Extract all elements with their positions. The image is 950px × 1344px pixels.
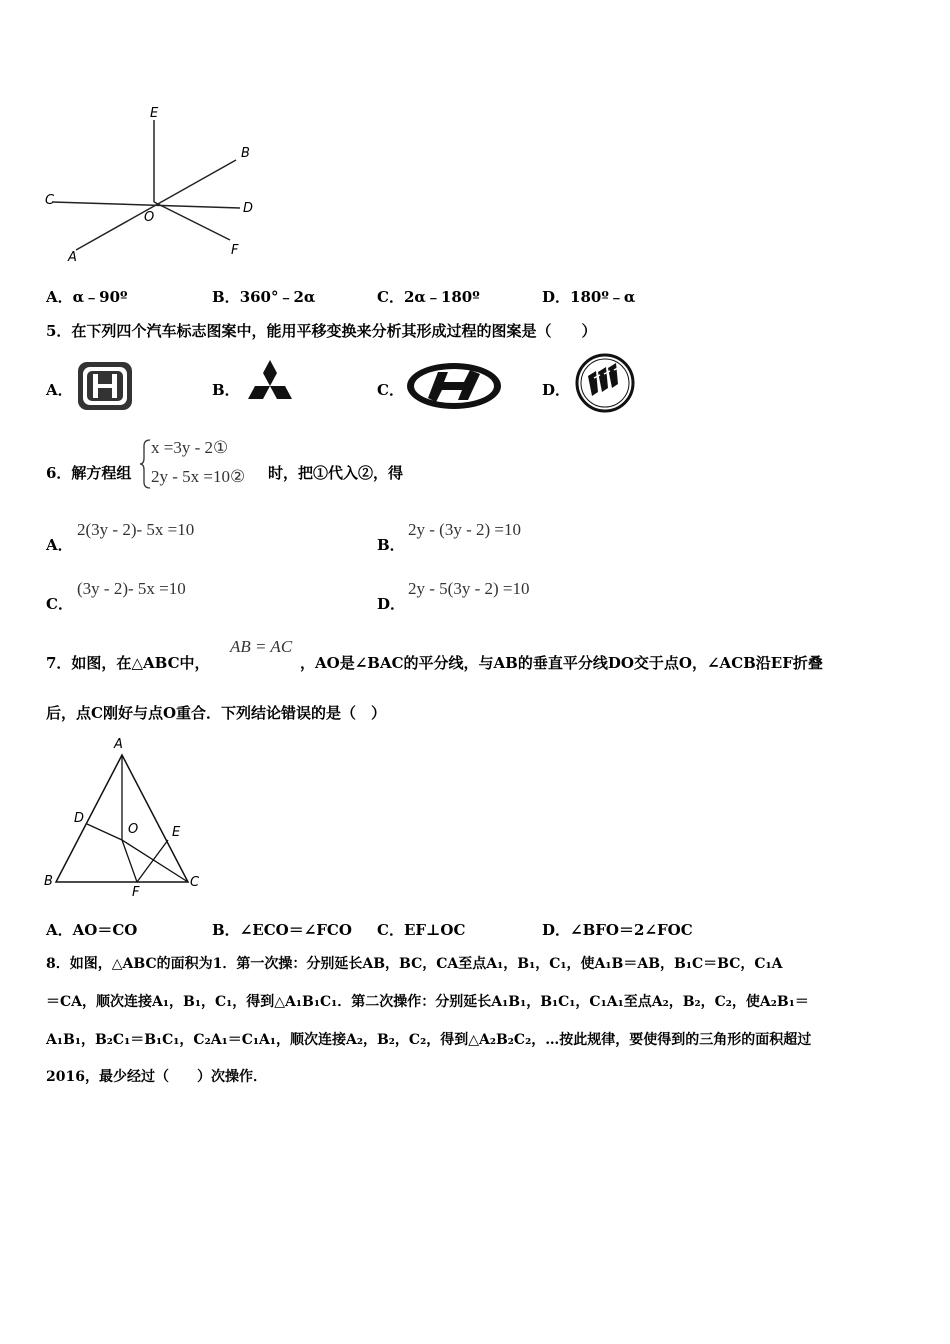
option-text: 2α﹣180º <box>403 288 480 306</box>
q6-option-c-expr[interactable]: (3y - 2)- 5x =10 <box>77 579 186 598</box>
line-cd <box>52 202 240 208</box>
q5-option-a-label[interactable]: A． <box>46 381 73 399</box>
label-d: D <box>74 811 85 826</box>
label-c: C <box>190 875 200 890</box>
q5-option-d-label[interactable]: D． <box>542 381 571 399</box>
option-letter: D． <box>542 921 571 939</box>
label-b: B <box>44 874 53 889</box>
q8-line-2: ＝CA，顺次连接A₁，B₁，C₁，得到△A₁B₁C₁．第二次操作：分别延长A₁B₁，B₁C₁，C₁A₁至点A₂，B₂，C₂，使A₂B₁＝ <box>46 994 809 1010</box>
q7-option-d[interactable] <box>542 919 693 940</box>
q6-equation-1: x =3y - 2① <box>151 438 229 457</box>
q5-option-c-label[interactable]: C． <box>377 381 404 399</box>
q4-angle-diagram <box>40 100 280 270</box>
q6-suffix: 时，把①代入②，得 <box>268 464 404 482</box>
q7-stem-part2: ，AO是∠BAC的平分线，与AB的垂直平分线DO交于点O，∠ACB沿EF折叠 <box>300 654 823 672</box>
q8-line-3: A₁B₁，B₂C₁＝B₁C₁，C₂A₁＝C₁A₁，顺次连接A₂，B₂，C₂，得到△A₂B₂C₂，…按此规律，要使得到的三角形的面积超过 <box>46 1032 812 1048</box>
q7-condition: AB = AC <box>230 637 293 656</box>
q6-equation-2: 2y - 5x =10② <box>151 467 246 486</box>
option-text: α﹣90º <box>72 288 128 306</box>
mitsubishi-logo-icon[interactable] <box>240 358 300 412</box>
q6-prefix: 6．解方程组 <box>46 464 132 482</box>
q8-line-4: 2016，最少经过（ ）次操作． <box>46 1069 267 1085</box>
label-b: B <box>241 146 250 161</box>
option-text: ∠ECO＝∠FCO <box>239 921 352 939</box>
q5-stem: 5．在下列四个汽车标志图案中，能用平移变换来分析其形成过程的图案是（ ） <box>46 322 597 340</box>
option-letter: D． <box>542 288 571 306</box>
q6-option-c-letter[interactable]: C． <box>46 595 73 613</box>
option-letter: B． <box>212 288 240 306</box>
q6-option-d-letter[interactable]: D． <box>377 595 406 613</box>
label-a: A <box>68 250 77 265</box>
option-letter: A． <box>46 921 73 939</box>
q4-option-a[interactable] <box>46 286 128 307</box>
q7-stem-part3: 后，点C刚好与点O重合．下列结论错误的是（ ） <box>46 704 387 722</box>
q6-option-a-letter[interactable]: A． <box>46 536 73 554</box>
q6-option-d-expr[interactable]: 2y - 5(3y - 2) =10 <box>408 579 530 598</box>
label-d: D <box>243 201 254 216</box>
option-letter: C． <box>377 288 404 306</box>
q4-figure <box>40 100 280 270</box>
line-ab <box>76 160 236 250</box>
label-o: O <box>144 210 155 225</box>
q6-option-b-expr[interactable]: 2y - (3y - 2) =10 <box>408 520 521 539</box>
label-f: F <box>231 243 239 258</box>
option-text: 360°﹣2α <box>239 288 316 306</box>
option-letter: C． <box>377 921 404 939</box>
option-letter: A． <box>46 288 73 306</box>
label-c: C <box>45 193 55 208</box>
q7-triangle-diagram <box>40 735 210 900</box>
q4-option-d[interactable] <box>542 286 635 307</box>
q7-figure <box>40 735 210 900</box>
q7-option-b[interactable] <box>212 919 352 940</box>
q8-line-1: 8．如图，△ABC的面积为1．第一次操：分别延长AB，BC，CA至点A₁，B₁，C₁，使A₁B＝AB，B₁C＝BC，C₁A <box>46 956 783 972</box>
segment-do <box>87 824 122 840</box>
q7-option-a[interactable] <box>46 919 137 940</box>
hyundai-logo-icon[interactable] <box>404 360 504 412</box>
buick-logo-icon[interactable] <box>574 352 636 414</box>
segment-of <box>122 840 137 882</box>
label-a: A <box>114 737 123 752</box>
label-e: E <box>150 106 159 121</box>
segment-oc <box>122 840 188 882</box>
label-f: F <box>132 885 140 900</box>
label-e: E <box>172 825 181 840</box>
segment-ef <box>137 840 168 882</box>
q7-stem-part1: 7．如图，在△ABC中， <box>46 654 210 672</box>
q4-option-c[interactable] <box>377 286 480 307</box>
option-text: AO＝CO <box>72 921 138 939</box>
q7-option-c[interactable] <box>377 919 465 940</box>
q6-option-a-expr[interactable]: 2(3y - 2)- 5x =10 <box>77 520 195 539</box>
option-text: 180º﹣α <box>570 288 636 306</box>
option-text: ∠BFO＝2∠FOC <box>570 921 693 939</box>
q5-option-b-label[interactable]: B． <box>212 381 240 399</box>
option-letter: B． <box>212 921 240 939</box>
q6-option-b-letter[interactable]: B． <box>377 536 405 554</box>
option-text: EF⊥OC <box>403 921 466 939</box>
q4-option-b[interactable] <box>212 286 315 307</box>
honda-logo-icon[interactable] <box>76 360 134 412</box>
label-o: O <box>128 822 139 837</box>
